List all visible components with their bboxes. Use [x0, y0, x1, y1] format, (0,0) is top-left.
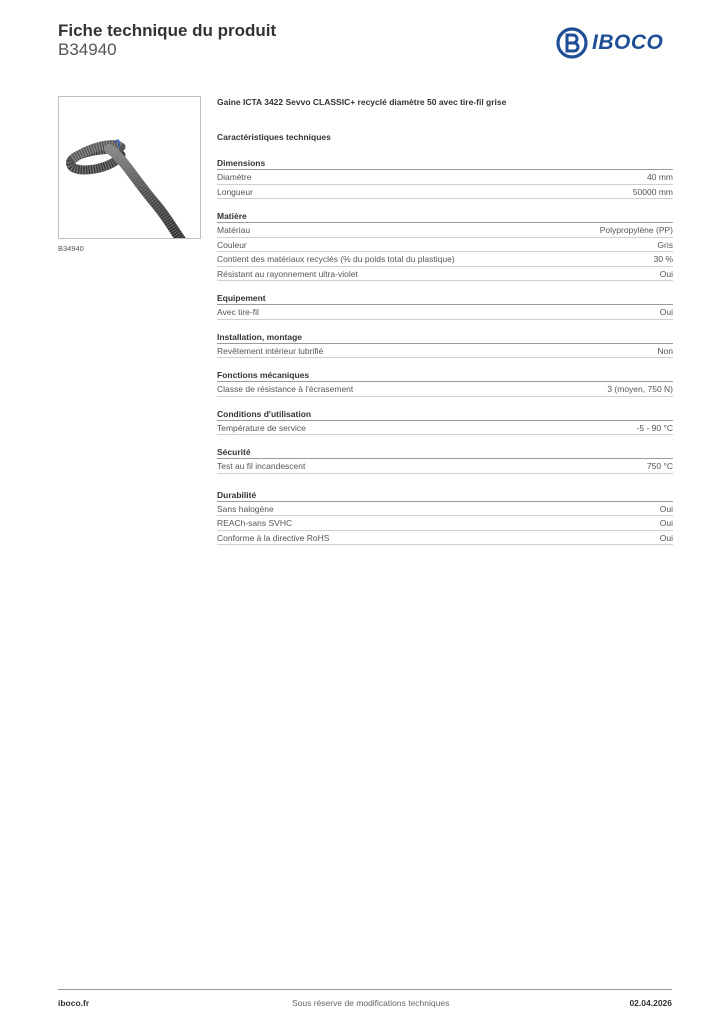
- spec-label: Longueur: [217, 186, 253, 197]
- spec-row: [217, 267, 673, 282]
- spec-value: Polypropylène (PP): [599, 225, 673, 235]
- spec-row: [217, 531, 673, 546]
- footer-date: 02.04.2026: [629, 998, 672, 1008]
- product-code: B34940: [58, 40, 117, 59]
- spec-label: REACh-sans SVHC: [217, 518, 293, 528]
- spec-section: [217, 330, 673, 359]
- spec-row: [217, 516, 673, 531]
- spec-value: 50000 mm: [632, 186, 673, 197]
- spec-value: 3 (moyen, 750 N): [607, 384, 673, 394]
- footer-disclaimer: Sous réserve de modifications techniques: [292, 998, 450, 1008]
- section-title: Fonctions mécaniques: [217, 368, 673, 382]
- spec-value: -5 - 90 °C: [636, 422, 673, 433]
- spec-sections: [217, 156, 673, 545]
- spec-label: Conforme à la directive RoHS: [217, 532, 330, 543]
- conduit-coil-image: [59, 97, 201, 239]
- spec-value: 750 °C: [646, 461, 673, 471]
- spec-row: [217, 421, 673, 436]
- spec-section: [217, 156, 673, 199]
- spec-row: [217, 382, 673, 397]
- page-title: Fiche technique du produit: [58, 21, 277, 40]
- spec-label: Résistant au rayonnement ultra-violet: [217, 268, 358, 279]
- spec-row: [217, 185, 673, 200]
- spec-label: Sans halogène: [217, 503, 274, 514]
- spec-row: [217, 223, 673, 238]
- spec-value: Oui: [659, 268, 673, 279]
- spec-row: [217, 344, 673, 359]
- spec-label: Revêtement intérieur lubrifié: [217, 345, 324, 356]
- section-title: Installation, montage: [217, 330, 673, 344]
- spec-section: [217, 407, 673, 436]
- section-title: Conditions d'utilisation: [217, 407, 673, 421]
- spec-value: Oui: [659, 307, 673, 317]
- spec-label: Contient des matériaux recyclés (% du poids total du plastique): [217, 254, 455, 264]
- spec-label: Diamètre: [217, 172, 252, 182]
- spec-row: [217, 238, 673, 253]
- image-caption: B34940: [58, 244, 84, 253]
- spec-row: [217, 170, 673, 185]
- section-title: Sécurité: [217, 445, 673, 459]
- spec-content: [217, 95, 673, 545]
- spec-value: Oui: [659, 503, 673, 514]
- iboco-logo-icon: [556, 27, 588, 59]
- spec-value: Gris: [657, 239, 673, 250]
- spec-label: Test au fil incandescent: [217, 461, 306, 471]
- product-name: Gaine ICTA 3422 Sevvo CLASSIC+ recyclé diamètre 50 avec tire-fil grise: [217, 97, 507, 107]
- footer-website: iboco.fr: [58, 998, 90, 1008]
- spec-label: Couleur: [217, 239, 247, 250]
- spec-section: [217, 209, 673, 281]
- section-title: Dimensions: [217, 156, 673, 170]
- spec-value: 40 mm: [647, 172, 673, 182]
- spec-value: 30 %: [653, 254, 673, 264]
- product-image: [58, 96, 201, 239]
- spec-section: [217, 291, 673, 320]
- spec-section: [217, 488, 673, 546]
- spec-row: [217, 305, 673, 320]
- spec-value: Oui: [659, 518, 673, 528]
- brand-logo: [556, 27, 663, 59]
- spec-row: [217, 502, 673, 517]
- footer-divider: [58, 989, 672, 990]
- section-title: Matière: [217, 209, 673, 223]
- brand-name: IBOCO: [592, 31, 664, 54]
- spec-label: Classe de résistance à l'écrasement: [217, 384, 354, 394]
- spec-label: Température de service: [217, 422, 306, 433]
- section-title: Durabilité: [217, 488, 673, 502]
- spec-value: Non: [657, 345, 673, 356]
- spec-section: [217, 445, 673, 474]
- spec-section: [217, 368, 673, 397]
- section-title: Equipement: [217, 291, 673, 305]
- spec-value: Oui: [659, 532, 673, 543]
- spec-label: Matériau: [217, 225, 251, 235]
- spec-row: [217, 252, 673, 267]
- tech-characteristics-heading: Caractéristiques techniques: [217, 132, 331, 142]
- spec-label: Avec tire-fil: [217, 307, 259, 317]
- spec-row: [217, 459, 673, 474]
